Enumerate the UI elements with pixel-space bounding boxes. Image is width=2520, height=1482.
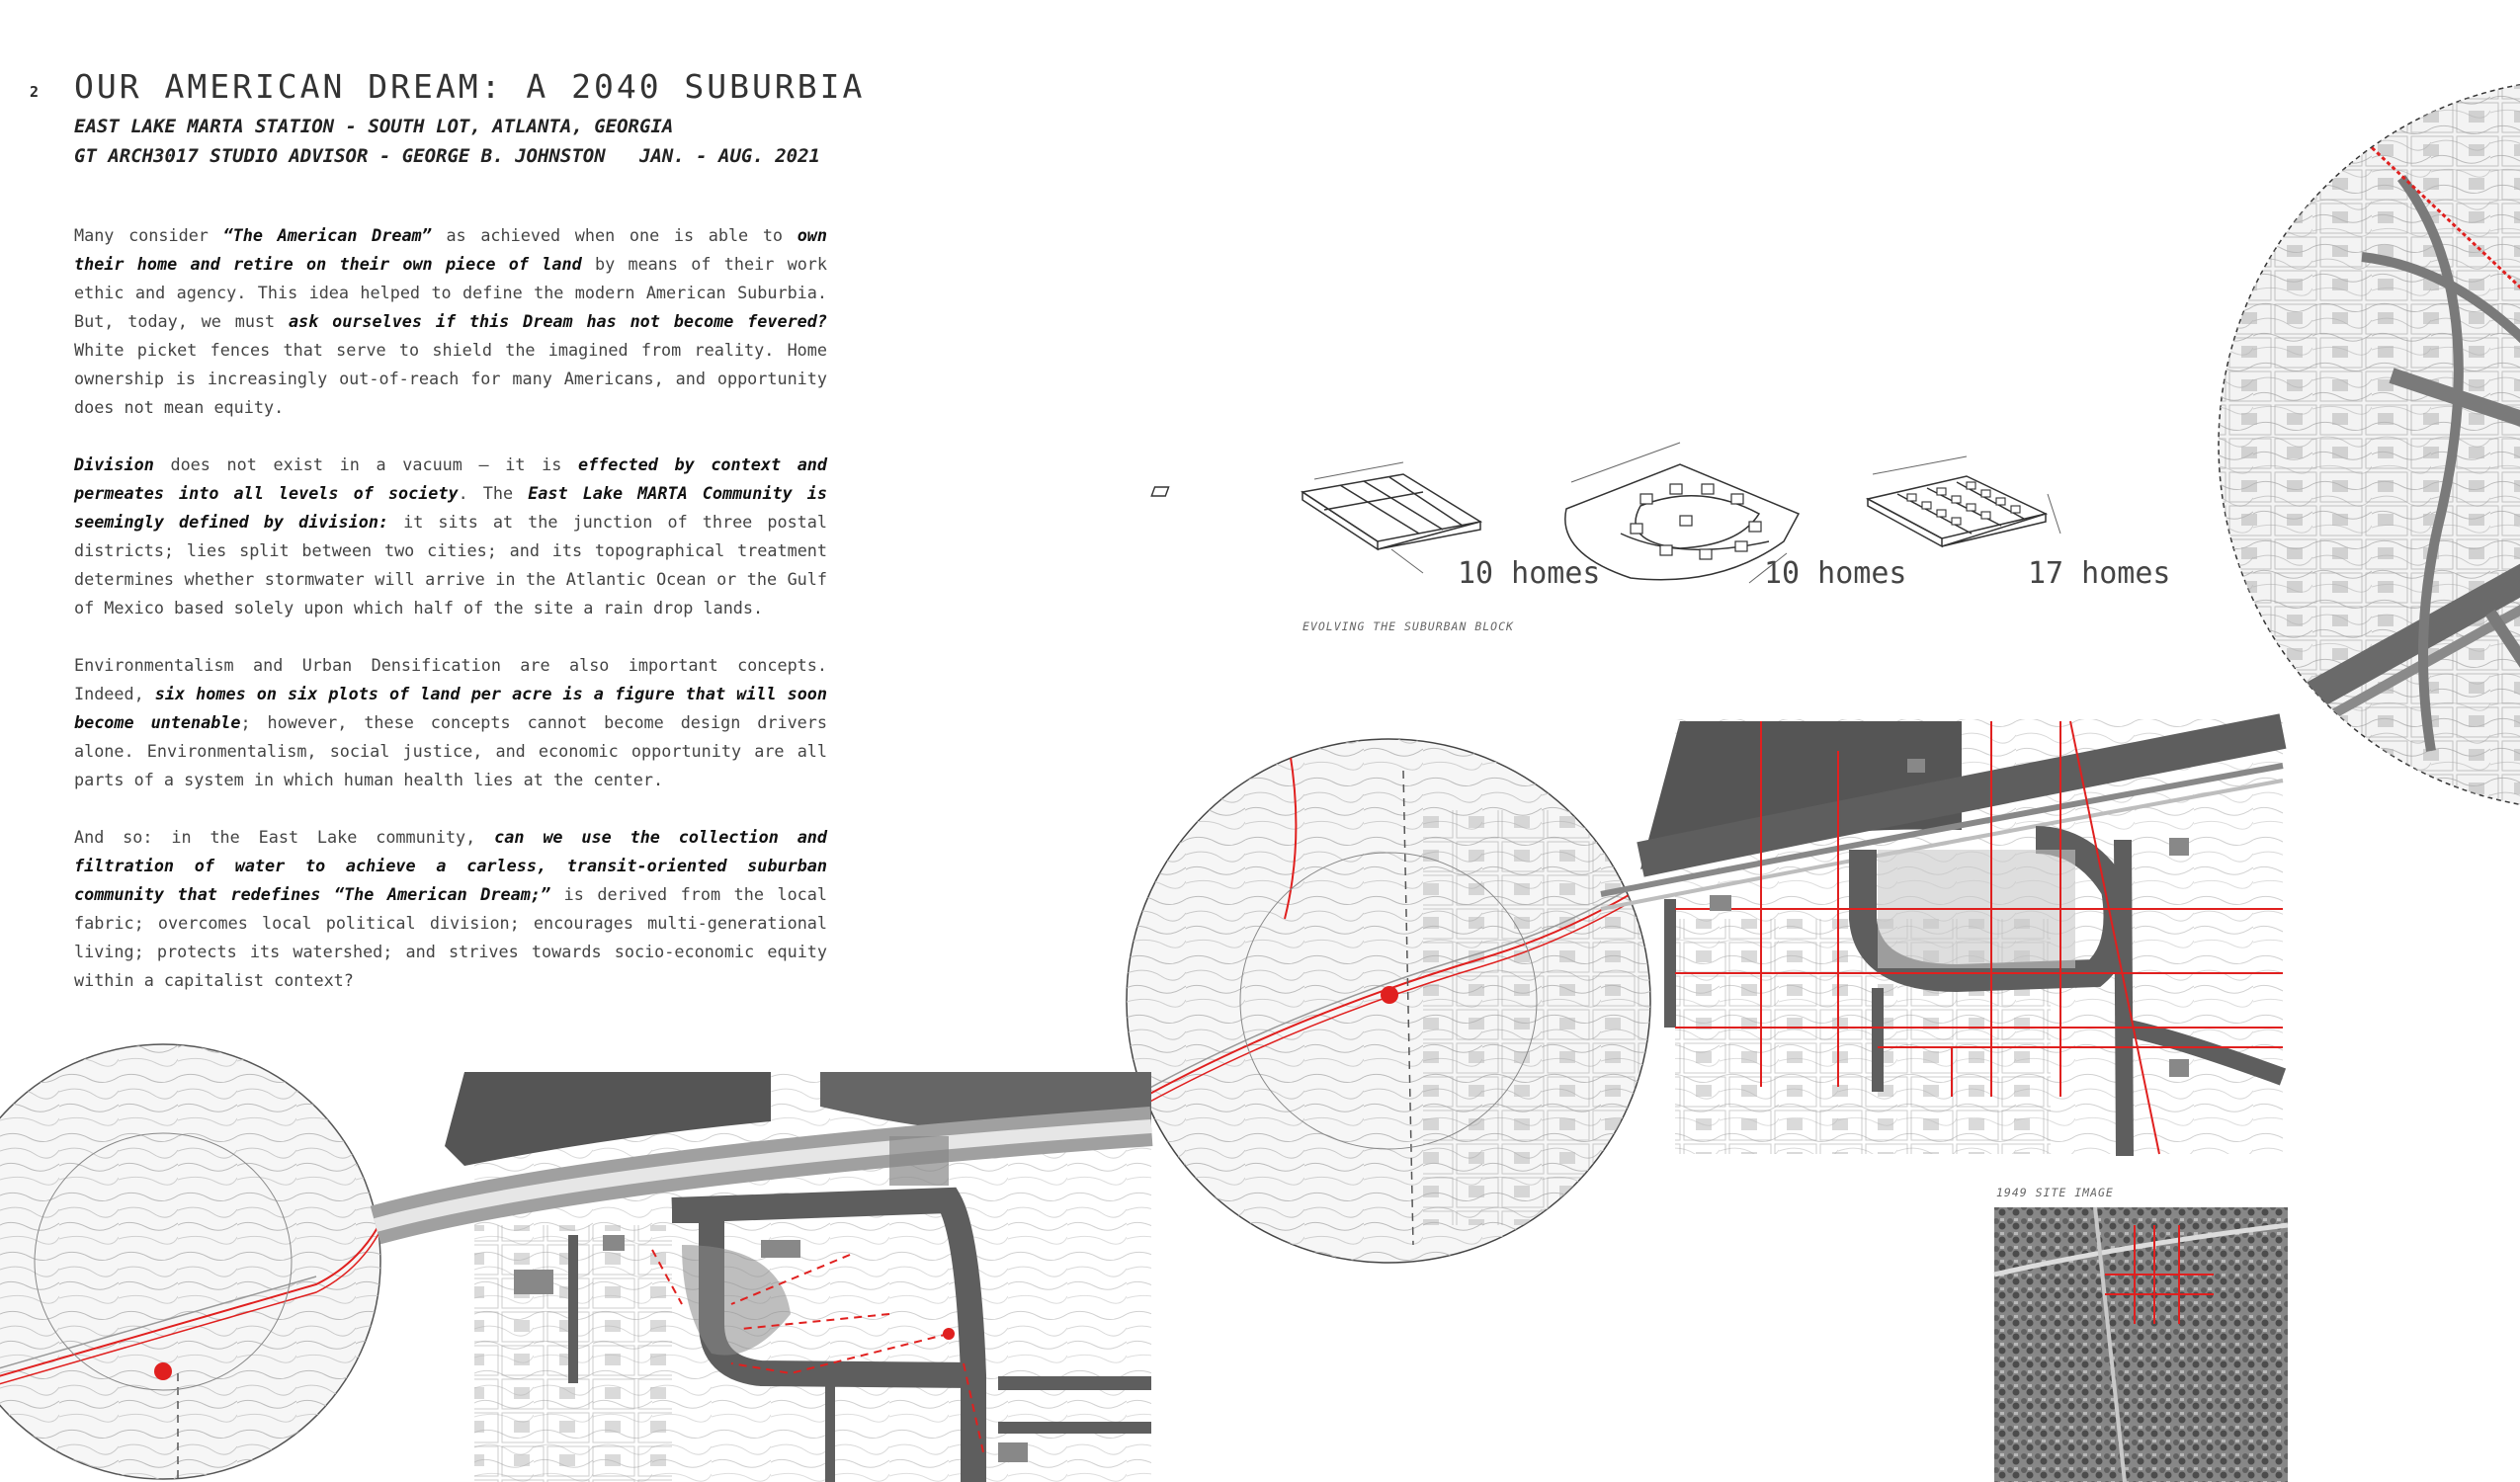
- block-3-home-count: 17 homes: [2028, 556, 2171, 591]
- body-text-run: does not exist in a vacuum – it is: [153, 454, 578, 474]
- watershed-site-circle: [0, 1042, 395, 1482]
- project-credits: GT ARCH3017 STUDIO ADVISOR - GEORGE B. JOHNSTON JAN. - AUG. 2021: [74, 145, 820, 167]
- site-image-caption: 1949 SITE IMAGE: [1996, 1186, 2114, 1199]
- project-location: EAST LAKE MARTA STATION - SOUTH LOT, ATLANTA, GEORGIA: [74, 116, 674, 137]
- emphasis-text: ask ourselves if this Dream has not become fevered?: [288, 311, 827, 331]
- emphasis-text: Division: [74, 454, 154, 474]
- east-lake-site-circle: [1117, 731, 1670, 1284]
- body-text-run: White picket fences that serve to shield the imagined from reality. Home ownership is increasingly out-of-reach for many Americans, and opportunity does not mean equity.: [74, 340, 827, 417]
- suburban-block-diagram-3: [1868, 456, 2060, 546]
- body-text-run: . The: [458, 483, 529, 503]
- body-text-run: it sits at the junction of three postal districts; lies split between two cities; and its topographical treatment determines whether stormwater will arrive in the Atlantic Ocean or the Gulf of Mexico based solely upon which half of the site a rain drop lands.: [74, 512, 827, 618]
- body-text-run: is derived from the local fabric; overcomes local political division; encourages multi-generational living; protects its watershed; and strives towards socio-economic equity within a capitalist context?: [74, 884, 827, 990]
- block-1-home-count: 10 homes: [1458, 556, 1601, 591]
- emphasis-text: East Lake MARTA Community is seemingly defined by division:: [74, 483, 827, 532]
- emphasis-text: can we use the collection and filtration of water to achieve a carless, transit-oriented suburban community that redefines “The American Dream;”: [74, 827, 827, 904]
- block-2-home-count: 10 homes: [1764, 556, 1907, 591]
- stormwater-site-plan: [376, 1072, 1151, 1482]
- suburban-block-diagram-1: [1151, 462, 1480, 573]
- body-text-run: And so: in the East Lake community,: [74, 827, 495, 847]
- page-title: OUR AMERICAN DREAM: A 2040 SUBURBIA: [74, 67, 866, 106]
- neighborhood-plan-circle: [2214, 79, 2520, 830]
- proposed-site-plan: [1601, 719, 2283, 1156]
- body-text-run: Many consider: [74, 225, 223, 245]
- emphasis-text: own their home and retire on their own piece of land: [74, 225, 827, 274]
- 1949-site-aerial-image: [1994, 1207, 2288, 1482]
- page-number: 2: [30, 83, 40, 101]
- block-diagram-caption: EVOLVING THE SUBURBAN BLOCK: [1302, 619, 1514, 633]
- body-text-run: as achieved when one is able to: [431, 225, 798, 245]
- emphasis-text: “The American Dream”: [222, 225, 432, 245]
- body-text-run: ; however, these concepts cannot become design drivers alone. Environmentalism, social justice, and economic opportunity are all parts of a system in which human health lies at the center.: [74, 712, 827, 789]
- body-text-run: Environmentalism and Urban Densification are also important concepts. Indeed,: [74, 655, 827, 703]
- body-text-run: by means of their work ethic and agency. This idea helped to define the modern American Suburbia. But, today, we must: [74, 254, 827, 331]
- emphasis-text: six homes on six plots of land per acre is a figure that will soon become untenable: [74, 684, 828, 732]
- emphasis-text: effected by context and permeates into all levels of society: [74, 454, 828, 503]
